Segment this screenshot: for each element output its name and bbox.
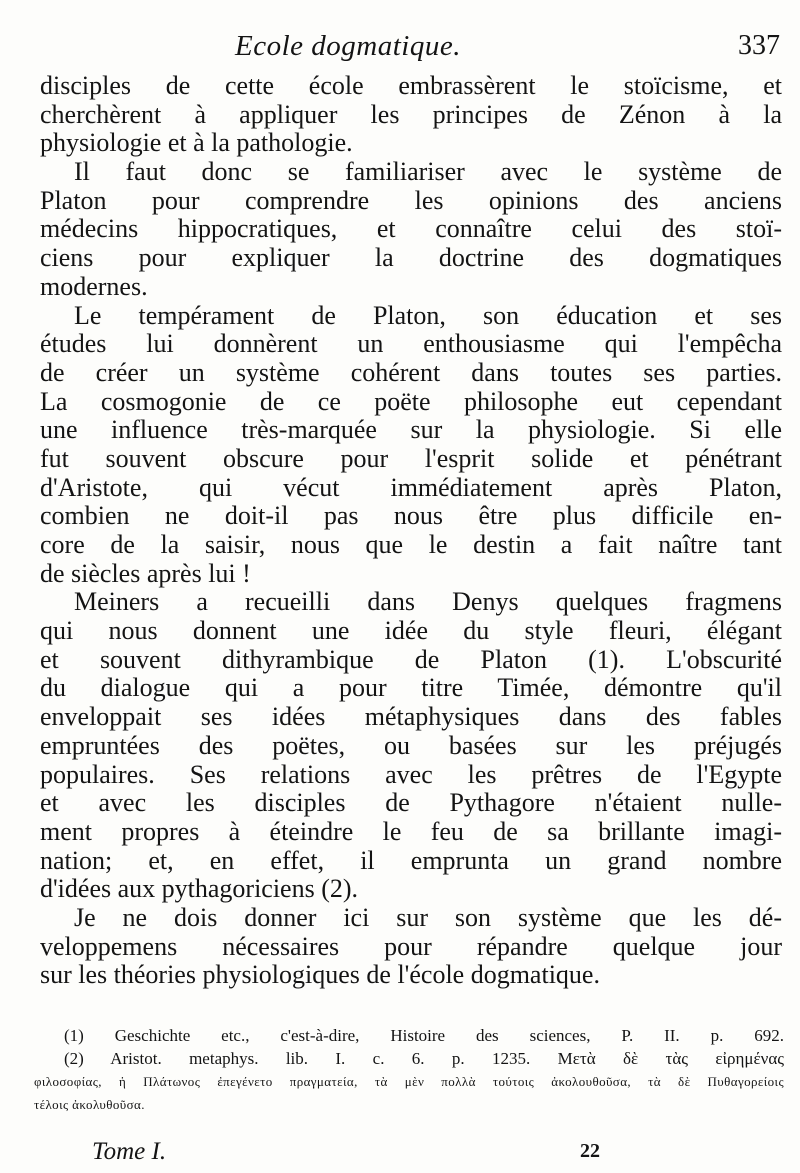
body-line: enveloppait ses idées métaphysiques dans des fables	[40, 702, 782, 732]
body-line: une influence très-marquée sur la physiologie. Si elle	[40, 415, 782, 445]
body-line: nation; et, en effet, il emprunta un grand nombre	[40, 845, 782, 875]
body-line: études lui donnèrent un enthousiasme qui l'empêcha	[40, 329, 782, 359]
body-line: modernes.	[40, 271, 148, 301]
body-line: et souvent dithyrambique de Platon (1). L'obscurité	[40, 644, 782, 674]
footnote-line: φιλοσοφίας, ἡ Πλάτωνος ἐπεγένετο πραγματεία, τὰ μὲν πολλὰ τούτοις ἀκολουθοῦσα, τὰ δὲ Πυθαγορείοις	[34, 1074, 784, 1089]
footnote-line: τέλοις ἀκολυθοῦσα.	[34, 1097, 145, 1112]
body-line: ciens pour expliquer la doctrine des dogmatiques	[40, 243, 782, 273]
body-line: qui nous donnent une idée du style fleuri, élégant	[40, 616, 782, 646]
body-line: du dialogue qui a pour titre Timée, démontre qu'il	[40, 673, 782, 703]
body-line: sur les théories physiologiques de l'école dogmatique.	[40, 960, 600, 990]
page-number: 337	[738, 30, 780, 61]
body-line: Platon pour comprendre les opinions des anciens	[40, 185, 782, 215]
signature-mark: 22	[580, 1140, 600, 1162]
body-line: d'Aristote, qui vécut immédiatement après Platon,	[40, 472, 782, 502]
tome-label: Tome I.	[92, 1138, 167, 1165]
body-line: de siècles après lui !	[40, 558, 251, 588]
body-line: Le tempérament de Platon, son éducation et ses	[74, 300, 782, 330]
body-line: Je ne dois donner ici sur son système que les dé-	[74, 902, 782, 932]
footnotes	[34, 1024, 784, 1116]
body-line: populaires. Ses relations avec les prêtres de l'Egypte	[40, 759, 782, 789]
body-line: empruntées des poëtes, ou basées sur les préjugés	[40, 730, 782, 760]
body-line: d'idées aux pythagoriciens (2).	[40, 874, 359, 904]
body-line: de créer un système cohérent dans toutes ses parties.	[40, 357, 782, 387]
body-line: physiologie et à la pathologie.	[40, 128, 353, 158]
footnote-line: (1) Geschichte etc., c'est-à-dire, Histoire des sciences, P. II. p. 692.	[64, 1026, 784, 1045]
body-line: veloppemens nécessaires pour répandre quelque jour	[40, 931, 782, 961]
body-line: Il faut donc se familiariser avec le système de	[74, 157, 782, 187]
page-header	[40, 30, 790, 74]
body-line: ment propres à éteindre le feu de sa brillante imagi-	[40, 816, 782, 846]
footnote-line: (2) Aristot. metaphys. lib. I. c. 6. p. 1235. Μετὰ δὲ τὰς εἰρημένας	[64, 1049, 784, 1068]
running-head: Ecole dogmatique.	[235, 30, 461, 62]
body-line: disciples de cette école embrassèrent le stoïcisme, et	[40, 71, 782, 100]
body-line: médecins hippocratiques, et connaître celui des stoï-	[40, 214, 782, 244]
body-line: cherchèrent à appliquer les principes de Zénon à la	[40, 99, 782, 129]
body-line: La cosmogonie de ce poëte philosophe eut cependant	[40, 386, 782, 416]
page-footer	[92, 1138, 612, 1168]
body-text	[40, 72, 782, 990]
body-line: Meiners a recueilli dans Denys quelques fragmens	[74, 587, 782, 617]
body-line: combien ne doit-il pas nous être plus difficile en-	[40, 501, 782, 531]
body-line: et avec les disciples de Pythagore n'étaient nulle-	[40, 788, 782, 818]
body-line: core de la saisir, nous que le destin a fait naître tant	[40, 530, 782, 559]
body-line: fut souvent obscure pour l'esprit solide et pénétrant	[40, 443, 782, 473]
